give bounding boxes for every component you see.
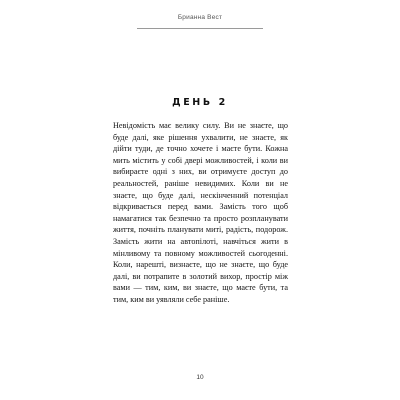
body-paragraph: Невідомість має велику силу. Ви не знаєте, що буде далі, яке рішення ухвалити, не знаєте, як дійти туди, де точно хочете і маєте бути. Кожна мить містить у собі двері можливостей, і коли ви вибираєте одні з них, ви отримуєте доступ до реальностей, раніше невидимих. Коли ви не знаєте, що буде далі, нескінченний потенціал відкривається перед вами. Замість того щоб намагатися так безпечно та просто розпланувати життя, почніть планувати миті, радість, подорож. Замість жити на автопілоті, навчіться жити в мінливому та повному можливостей сьогоденні. Коли, нарешті, визнаєте, що не знаєте, що буде далі, ви потрапите в золотий вихор, простір між вами — тим, ким, ви знаєте, що маєте бути, та тим, ким ви уявляли себе раніше. — [113, 121, 288, 304]
running-head-author: Брианна Вест — [177, 14, 223, 21]
chapter-title: ДЕНЬ 2 — [172, 97, 228, 108]
header-rule — [137, 28, 263, 29]
page-number: 10 — [196, 374, 204, 381]
